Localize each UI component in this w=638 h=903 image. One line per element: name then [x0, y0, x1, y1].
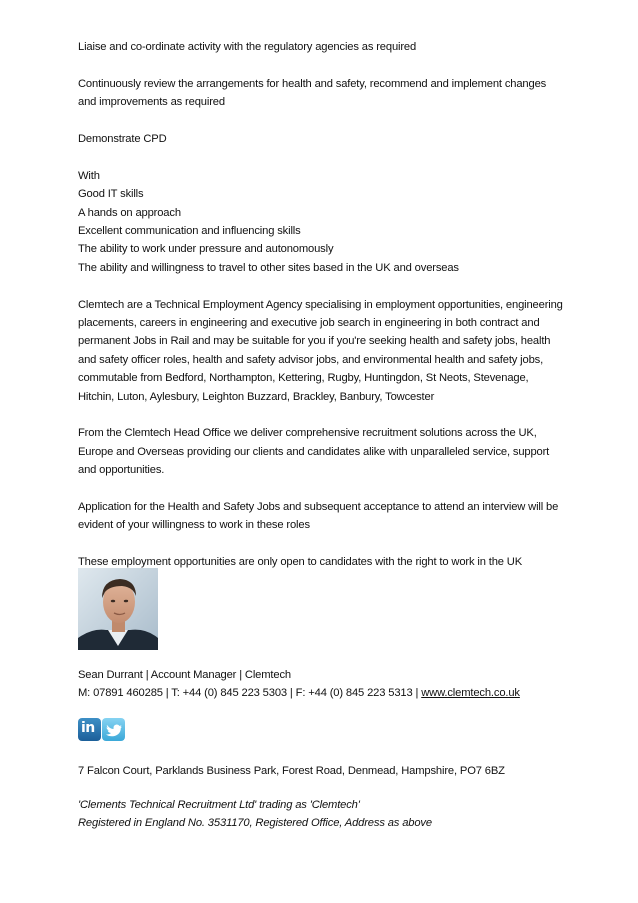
text-line: and safety officer roles, health and safety advisor jobs, and environmental health and safety jobs, [78, 353, 544, 366]
paragraph-regulatory [78, 38, 578, 56]
text-line: and opportunities. [78, 464, 165, 477]
signature-contact [78, 684, 520, 702]
paragraph-head-office [78, 424, 578, 479]
text-line: Clemtech are a Technical Employment Agency specialising in employment opportunities, engineering [78, 298, 563, 311]
twitter-icon[interactable] [102, 718, 125, 741]
legal-line-trading: 'Clements Technical Recruitment Ltd' trading as 'Clemtech' [78, 799, 360, 811]
text-line: From the Clemtech Head Office we deliver comprehensive recruitment solutions across the UK, [78, 427, 537, 440]
text-line: Application for the Health and Safety Jobs and subsequent acceptance to attend an interview will be [78, 501, 559, 514]
text-line: Continuously review the arrangements for health and safety, recommend and implement changes [78, 77, 547, 90]
linkedin-icon-text: in [81, 720, 95, 736]
text-line: Europe and Overseas providing our clients and candidates alike with unparalleled service, support [78, 445, 550, 458]
text-line: These employment opportunities are only open to candidates with the right to work in the UK [78, 556, 523, 569]
social-icons [78, 718, 125, 742]
paragraph-cpd [78, 130, 578, 148]
text-line: placements, careers in engineering and executive job search in engineering in both contract and [78, 317, 540, 330]
legal-notice [78, 796, 432, 833]
linkedin-icon[interactable] [78, 718, 101, 741]
profile-photo-image [78, 568, 158, 650]
text-line: The ability and willingness to travel to other sites based in the UK and overseas [78, 261, 459, 274]
twitter-bird-icon [102, 718, 125, 741]
text-line: Good IT skills [78, 188, 144, 201]
profile-photo [78, 568, 158, 650]
text-line: With [78, 169, 100, 182]
text-line: A hands on approach [78, 206, 181, 219]
legal-line-registration: Registered in England No. 3531170, Registered Office, Address as above [78, 817, 432, 830]
signature-name: Sean Durrant | Account Manager | Clemtech [78, 669, 291, 681]
text-line: and improvements as required [78, 96, 225, 109]
text-line: evident of your willingness to work in these roles [78, 519, 310, 532]
text-line: permanent Jobs in Rail and may be suitable for you if you're seeking health and safety jobs, health [78, 335, 551, 348]
paragraph-agency [78, 296, 578, 406]
text-line: Excellent communication and influencing skills [78, 225, 301, 238]
text-line: Demonstrate CPD [78, 133, 167, 145]
text-line: Hitchin, Luton, Aylesbury, Leighton Buzzard, Brackley, Banbury, Towcester [78, 390, 435, 403]
paragraph-application [78, 498, 578, 535]
text-line: commutable from Bedford, Northampton, Kettering, Rugby, Huntingdon, St Neots, Stevenage, [78, 372, 529, 385]
website-link[interactable]: www.clemtech.co.uk [421, 687, 520, 699]
paragraph-skills [78, 167, 578, 277]
document-body [78, 38, 578, 590]
text-line: Liaise and co-ordinate activity with the regulatory agencies as required [78, 41, 417, 53]
contact-numbers: M: 07891 460285 | T: +44 (0) 845 223 5303 | F: +44 (0) 845 223 5313 | [78, 687, 422, 699]
paragraph-review [78, 75, 578, 112]
text-line: The ability to work under pressure and autonomously [78, 243, 334, 256]
company-address: 7 Falcon Court, Parklands Business Park, Forest Road, Denmead, Hampshire, PO7 6BZ [78, 765, 505, 777]
